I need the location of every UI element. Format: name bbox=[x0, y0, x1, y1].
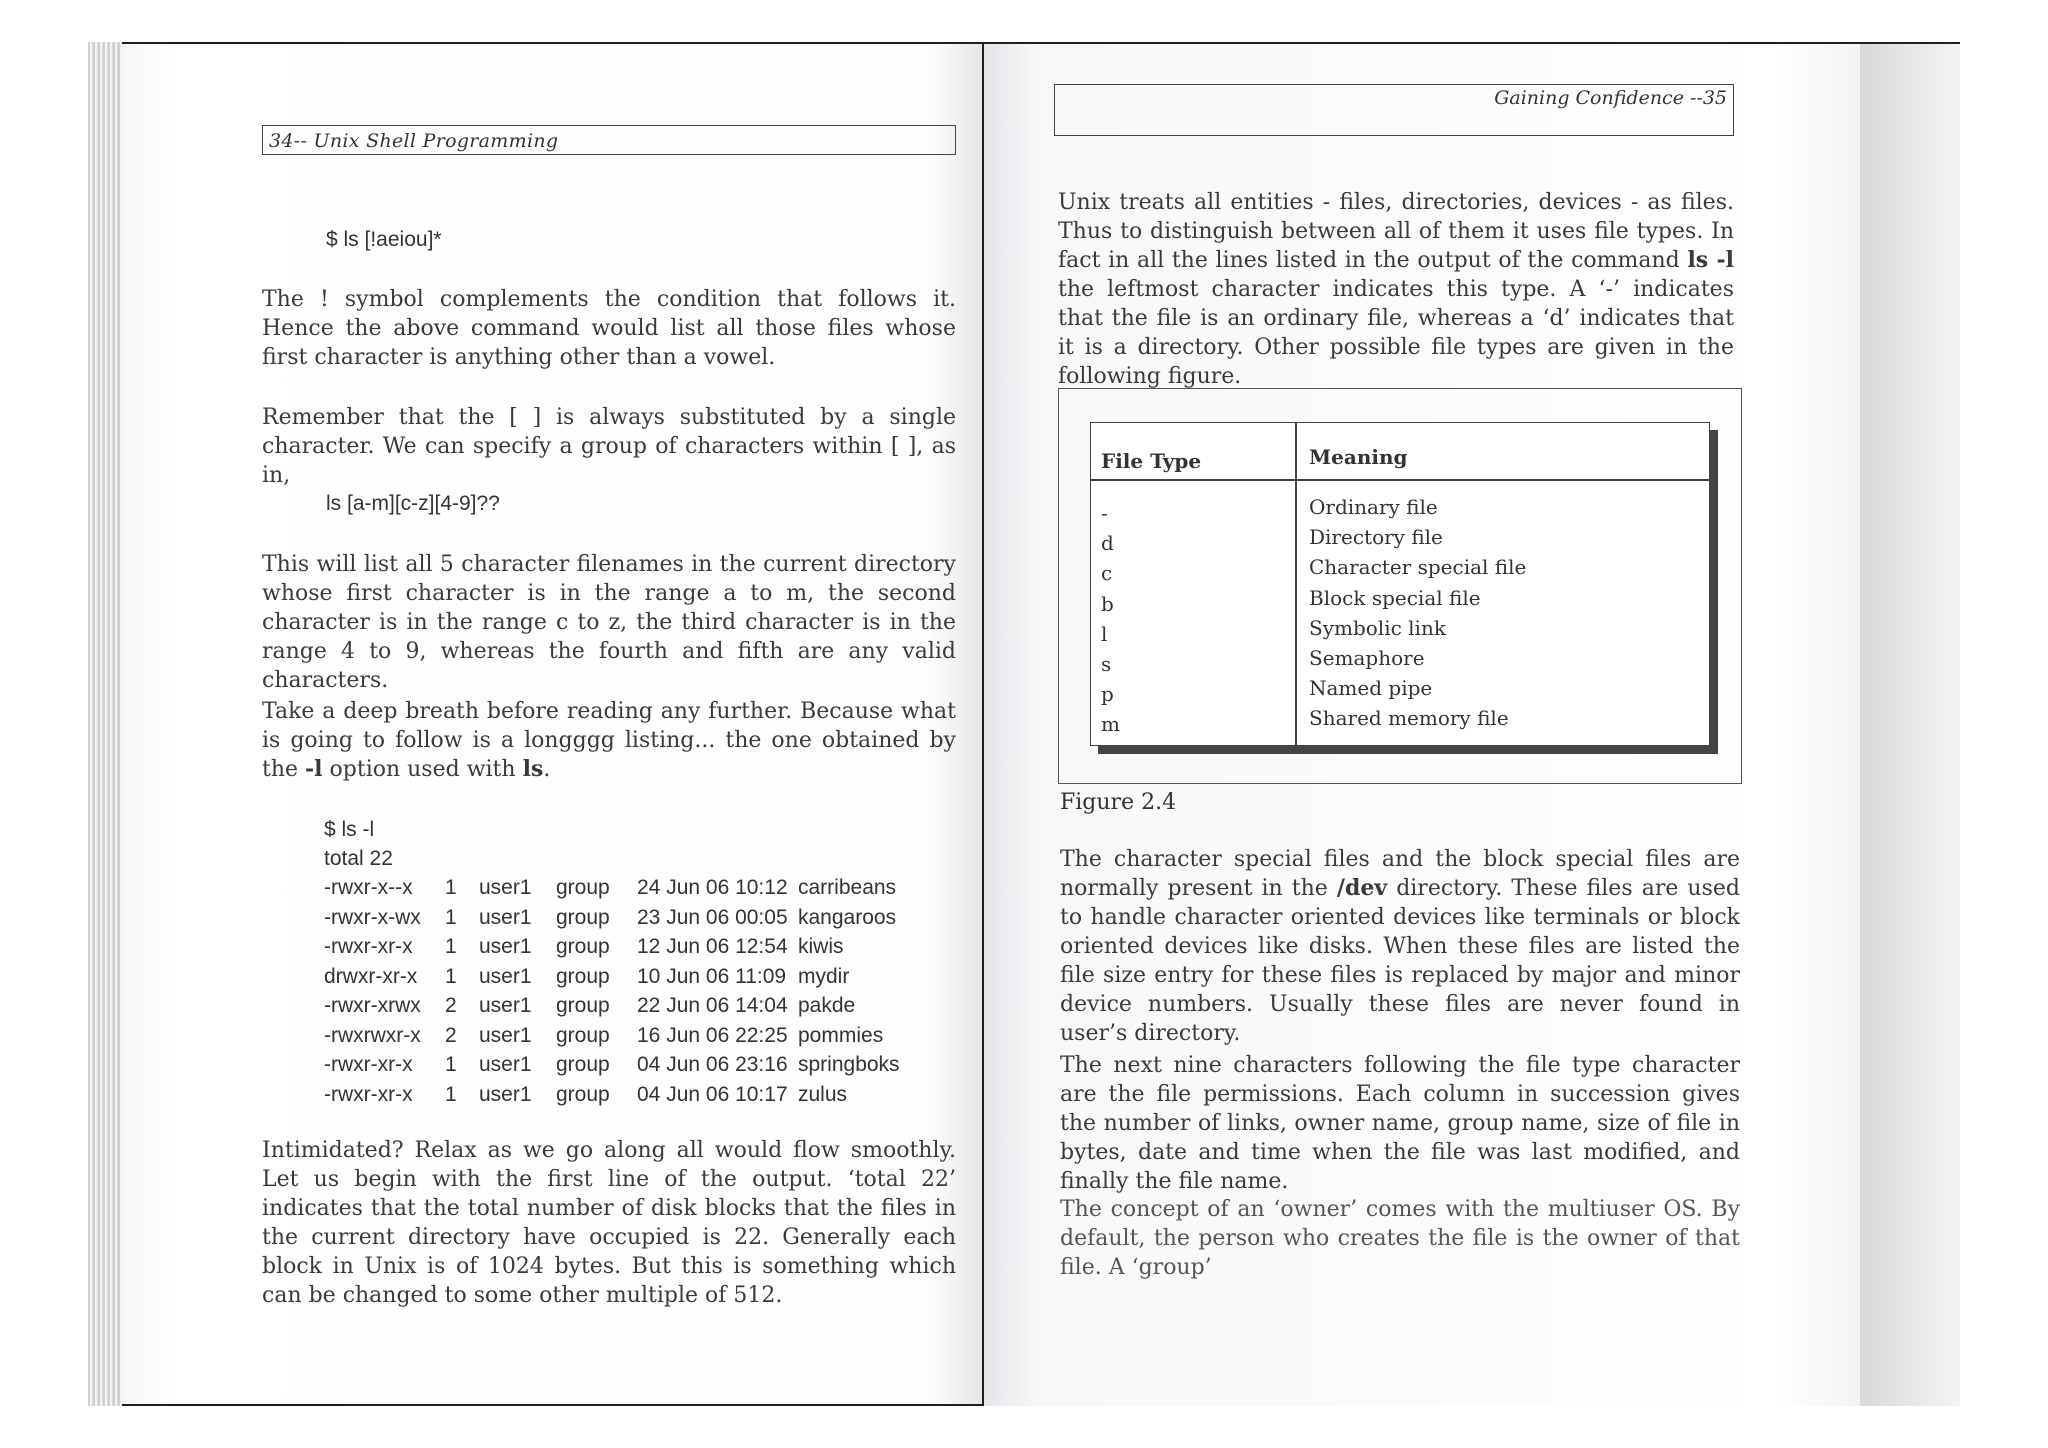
paragraph-special-files-text bbox=[1060, 845, 1740, 1048]
listing-name: carribeans bbox=[798, 876, 897, 899]
paragraph-brackets-text: Remember that the [ ] is always substituted by a single character. We can specify a group of characters within [ ], as in, bbox=[262, 405, 956, 488]
paragraph-file-types-text bbox=[1058, 188, 1734, 391]
listing-user: user1 bbox=[479, 1082, 532, 1106]
listing-links: 2 bbox=[445, 1023, 457, 1047]
ls-long-listing bbox=[324, 818, 900, 1112]
paragraph-permissions-text: The next nine characters following the file type character are the file permissions. Each column in succession gives the number of links, owner name, group name, size of file in bytes, date and time when the file was last modified, and finally the file name. bbox=[1060, 1053, 1740, 1194]
table-header-divider bbox=[1091, 479, 1709, 481]
listing-name: kangaroos bbox=[798, 905, 897, 929]
file-types-text-b: the leftmost character indicates this type. A ‘-’ indicates that the file is an ordinary file, whereas a ‘d’ indicates that it is a directory. Other possible file types are given in the following figure. bbox=[1058, 277, 1734, 389]
paragraph-intimidated bbox=[262, 1136, 956, 1310]
table-header-meaning: Meaning bbox=[1309, 445, 1408, 469]
listing-date: 12 Jun 06 12:54 bbox=[637, 935, 788, 958]
right-page-header-text: Gaining Confidence --35 bbox=[1494, 87, 1727, 109]
listing-group: group bbox=[556, 994, 610, 1017]
listing-user: user1 bbox=[479, 905, 532, 929]
listing-group: group bbox=[556, 1053, 610, 1076]
listing-row bbox=[324, 1053, 900, 1083]
dev-dir-text: /dev bbox=[1336, 875, 1388, 901]
command-ls-not-vowel: $ ls [!aeiou]* bbox=[326, 228, 442, 251]
table-cell-meaning: Symbolic link bbox=[1309, 615, 1446, 640]
listing-links: 1 bbox=[445, 905, 457, 929]
listing-user: user1 bbox=[479, 994, 532, 1017]
table-cell-meaning: Character special file bbox=[1309, 555, 1527, 580]
listing-date: 23 Jun 06 00:05 bbox=[637, 905, 788, 929]
deep-breath-text-a: Take a deep breath before reading any further. Because what is going to follow is a longggg listing... the one obtained by the bbox=[262, 699, 956, 782]
listing-links: 1 bbox=[445, 1082, 457, 1106]
table-cell-type: s bbox=[1101, 652, 1112, 676]
paragraph-owner-text: The concept of an ‘owner’ comes with the multiuser OS. By default, the person who creates the file is the owner of that file. A ‘group’ bbox=[1060, 1197, 1740, 1280]
listing-date: 04 Jun 06 23:16 bbox=[637, 1053, 788, 1076]
listing-group: group bbox=[556, 964, 610, 988]
special-files-text-a: The character special files and the block special files are normally present in the bbox=[1060, 847, 1740, 901]
listing-links: 2 bbox=[445, 994, 457, 1017]
listing-date: 22 Jun 06 14:04 bbox=[637, 994, 788, 1017]
option-l-text: -l bbox=[305, 756, 323, 782]
table-cell-meaning: Named pipe bbox=[1309, 676, 1433, 701]
listing-perm: -rwxr-x--x bbox=[324, 876, 413, 899]
table-cell-meaning: Ordinary file bbox=[1309, 495, 1438, 519]
listing-user: user1 bbox=[479, 876, 532, 899]
deep-breath-text-end: . bbox=[543, 757, 551, 782]
listing-date: 04 Jun 06 10:17 bbox=[637, 1082, 788, 1106]
paragraph-deep-breath bbox=[262, 697, 956, 784]
right-page-header bbox=[1054, 84, 1734, 136]
table-header-file-type: File Type bbox=[1101, 449, 1202, 473]
table-cell-meaning: Semaphore bbox=[1309, 646, 1425, 670]
paragraph-permissions bbox=[1060, 1051, 1740, 1196]
listing-links: 1 bbox=[445, 876, 457, 899]
listing-date: 10 Jun 06 11:09 bbox=[637, 964, 787, 988]
table-cell-meaning: Directory file bbox=[1309, 525, 1443, 550]
listing-row bbox=[324, 964, 850, 995]
page-edges bbox=[88, 42, 122, 1406]
listing-perm: -rwxr-xrwx bbox=[324, 994, 421, 1017]
paragraph-ranges bbox=[262, 550, 956, 695]
listing-links: 1 bbox=[445, 1053, 457, 1076]
listing-rows bbox=[324, 876, 900, 1112]
right-page-edge bbox=[1860, 44, 1960, 1406]
ls-l-command-text: ls -l bbox=[1687, 247, 1735, 273]
table-cell-type: m bbox=[1101, 712, 1120, 737]
listing-group: group bbox=[556, 905, 610, 929]
listing-links: 1 bbox=[445, 964, 457, 988]
paragraph-complement-text: The ! symbol complements the condition that follows it. Hence the above command would list all those files whose first character is anything other than a vowel. bbox=[262, 287, 956, 370]
listing-row bbox=[324, 994, 856, 1024]
table-cell-type: c bbox=[1101, 561, 1113, 586]
listing-perm: -rwxr-xr-x bbox=[324, 1053, 413, 1076]
table-cell-meaning: Shared memory file bbox=[1309, 706, 1509, 731]
listing-name: mydir bbox=[798, 964, 850, 988]
paragraph-special-files bbox=[1060, 845, 1740, 1048]
listing-row bbox=[324, 1023, 884, 1054]
table-cell-type: - bbox=[1101, 501, 1108, 525]
special-files-text-b: directory. These files are used to handle character oriented devices like terminals or block oriented devices like disks. When these files are listed the file size entry for these files is replaced by major and minor device numbers. Usually these files are never found in user’s directory. bbox=[1060, 876, 1740, 1046]
listing-name: zulus bbox=[798, 1082, 848, 1106]
listing-user: user1 bbox=[479, 1053, 532, 1076]
file-types-text-a: Unix treats all entities - files, directories, devices - as files. Thus to distinguish between all of them it uses file types. In fact in all the lines listed in the output of the command bbox=[1058, 190, 1734, 273]
listing-row bbox=[324, 876, 897, 906]
listing-command: $ ls -l bbox=[324, 818, 375, 841]
listing-date: 16 Jun 06 22:25 bbox=[637, 1023, 788, 1047]
listing-user: user1 bbox=[479, 935, 532, 958]
listing-user: user1 bbox=[479, 1023, 532, 1047]
ls-command-text: ls bbox=[522, 756, 544, 782]
listing-name: springboks bbox=[798, 1053, 900, 1076]
listing-total: total 22 bbox=[324, 847, 393, 870]
left-page-header-text: 34-- Unix Shell Programming bbox=[269, 130, 559, 152]
paragraph-brackets bbox=[262, 403, 956, 490]
listing-name: pakde bbox=[798, 994, 856, 1017]
listing-user: user1 bbox=[479, 964, 532, 988]
listing-perm: -rwxr-xr-x bbox=[324, 935, 413, 958]
listing-links: 1 bbox=[445, 935, 457, 958]
table-column-divider bbox=[1295, 423, 1297, 745]
listing-group: group bbox=[556, 935, 610, 958]
listing-perm: -rwxr-x-wx bbox=[324, 905, 421, 929]
listing-name: kiwis bbox=[798, 935, 844, 958]
left-page-header bbox=[262, 125, 956, 155]
table-cell-type: d bbox=[1101, 531, 1114, 556]
listing-perm: -rwxr-xr-x bbox=[324, 1082, 413, 1106]
listing-row bbox=[324, 1082, 848, 1113]
command-ls-ranges: ls [a-m][c-z][4-9]?? bbox=[326, 492, 500, 515]
figure-caption: Figure 2.4 bbox=[1060, 790, 1177, 815]
listing-date: 24 Jun 06 10:12 bbox=[637, 876, 788, 899]
table-cell-type: l bbox=[1101, 621, 1108, 646]
listing-row bbox=[324, 935, 844, 965]
file-type-table bbox=[1090, 422, 1710, 746]
table-cell-type: b bbox=[1101, 591, 1114, 616]
listing-group: group bbox=[556, 1023, 610, 1047]
table-cell-meaning: Block special file bbox=[1309, 585, 1481, 610]
listing-row bbox=[324, 905, 897, 936]
table-cell-type: p bbox=[1101, 682, 1114, 707]
paragraph-complement bbox=[262, 285, 956, 372]
listing-group: group bbox=[556, 1082, 610, 1106]
paragraph-deep-breath-text bbox=[262, 697, 956, 784]
paragraph-intimidated-text: Intimidated? Relax as we go along all would flow smoothly. Let us begin with the first line of the output. ‘total 22’ indicates that the total number of disk blocks that the files in the current directory have occupied is 22. Generally each block in Unix is of 1024 bytes. But this is something which can be changed to some other multiple of 512. bbox=[262, 1138, 956, 1308]
listing-perm: -rwxrwxr-x bbox=[324, 1023, 421, 1047]
paragraph-file-types bbox=[1058, 188, 1734, 391]
paragraph-ranges-text: This will list all 5 character filenames in the current directory whose first character is in the range a to m, the second character is in the range c to z, the third character is in the range 4 to 9, whereas the fourth and fifth are any valid characters. bbox=[262, 552, 956, 693]
paragraph-owner bbox=[1060, 1195, 1740, 1282]
deep-breath-text-b: option used with bbox=[322, 757, 523, 782]
listing-name: pommies bbox=[798, 1023, 884, 1047]
listing-group: group bbox=[556, 876, 610, 899]
listing-perm: drwxr-xr-x bbox=[324, 964, 418, 988]
